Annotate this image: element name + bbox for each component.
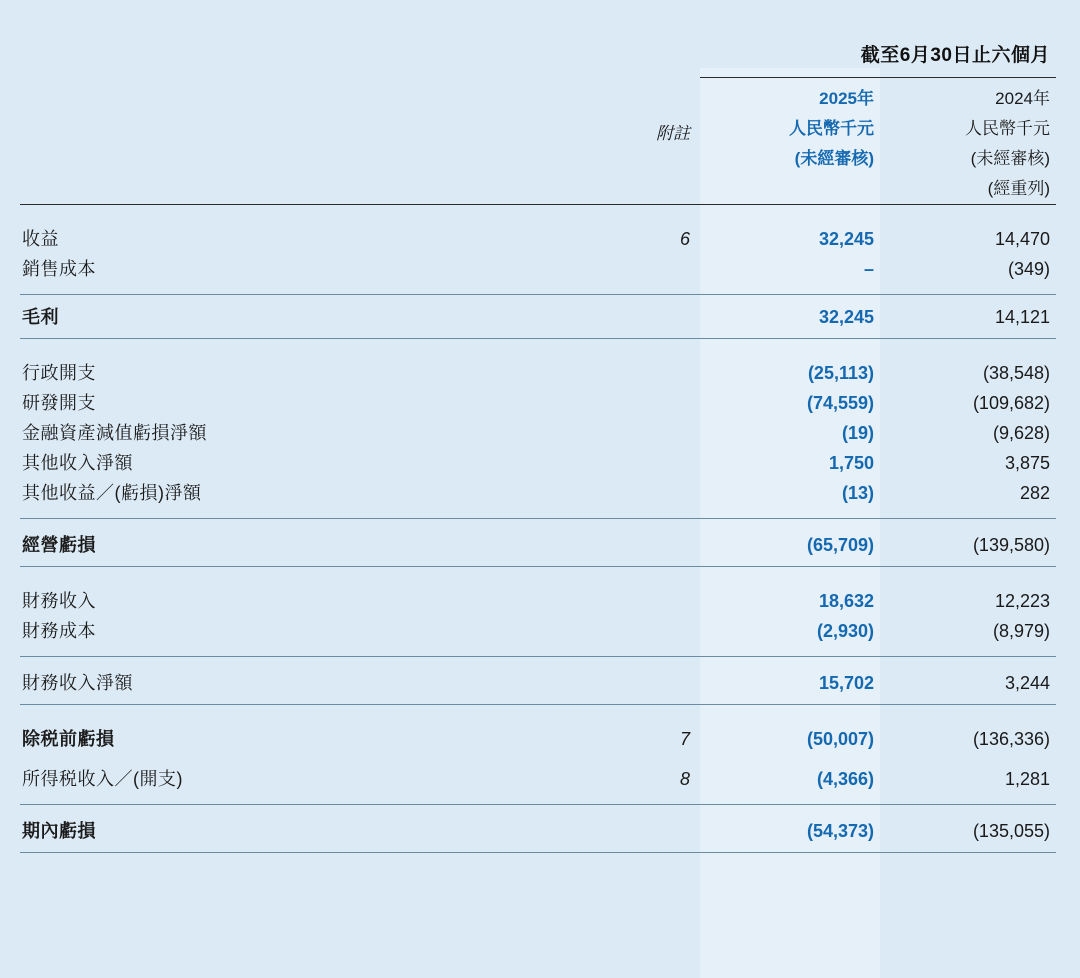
section-gap-1 — [20, 206, 1056, 224]
row-prior-value: 3,244 — [1004, 673, 1050, 693]
table-row — [20, 668, 1056, 698]
row-label: 銷售成本 — [22, 259, 96, 279]
row-note — [580, 530, 700, 560]
header-top-spacer — [20, 0, 1056, 40]
row-current-value: (4,366) — [816, 769, 874, 789]
section-gap-4 — [20, 706, 1056, 724]
prior-column-currency: 人民幣千元 — [965, 119, 1050, 138]
row-note: 6 — [679, 229, 690, 249]
row-label: 除税前虧損 — [22, 729, 115, 749]
row-label: 財務成本 — [22, 621, 96, 641]
column-year-row — [20, 84, 1056, 114]
row-gap — [20, 794, 1056, 805]
table-row — [20, 586, 1056, 616]
row-current-value: 32,245 — [818, 307, 874, 327]
prior-column-year: 2024年 — [995, 89, 1050, 108]
row-label: 金融資產減值虧損淨額 — [22, 423, 207, 443]
row-current-value: (54,373) — [806, 821, 874, 841]
row-prior-value: (9,628) — [992, 423, 1050, 443]
row-label: 行政開支 — [22, 363, 96, 383]
row-note — [580, 418, 700, 448]
table-row — [20, 358, 1056, 388]
row-gap — [20, 754, 1056, 764]
row-prior-value: 282 — [1019, 483, 1050, 503]
row-label: 其他收入淨額 — [22, 453, 133, 473]
row-note — [580, 254, 700, 284]
row-current-value: (50,007) — [806, 729, 874, 749]
row-note: 7 — [679, 729, 690, 749]
row-prior-value: (8,979) — [992, 621, 1050, 641]
row-current-value: 18,632 — [818, 591, 874, 611]
current-column-currency: 人民幣千元 — [789, 119, 874, 138]
row-label: 經營虧損 — [22, 535, 96, 555]
income-statement-table — [20, 0, 1056, 854]
row-current-value: (2,930) — [816, 621, 874, 641]
row-gap — [20, 646, 1056, 657]
table-row — [20, 388, 1056, 418]
row-current-value: (74,559) — [806, 393, 874, 413]
row-label: 其他收益／(虧損)淨額 — [22, 483, 202, 503]
row-prior-value: (109,682) — [972, 393, 1050, 413]
row-note — [580, 586, 700, 616]
row-label: 研發開支 — [22, 393, 96, 413]
period-header: 截至6月30日止六個月 — [700, 40, 1056, 78]
row-prior-value: (139,580) — [972, 535, 1050, 555]
row-note — [580, 816, 700, 846]
row-prior-value: 12,223 — [994, 591, 1050, 611]
row-label: 毛利 — [22, 307, 59, 327]
row-note: 8 — [679, 769, 690, 789]
period-loss-bottom-rule — [20, 853, 1056, 855]
row-prior-value: 14,121 — [994, 307, 1050, 327]
row-prior-value: 3,875 — [1004, 453, 1050, 473]
note-column-header: 附註 — [656, 124, 690, 143]
row-gap — [20, 520, 1056, 530]
row-gap — [20, 658, 1056, 668]
table-row — [20, 530, 1056, 560]
section-gap-3 — [20, 568, 1056, 586]
row-note — [580, 302, 700, 332]
row-prior-value: (135,055) — [972, 821, 1050, 841]
row-prior-value: 1,281 — [1004, 769, 1050, 789]
prior-column-restated-note: (經重列) — [987, 179, 1050, 198]
row-label: 財務收入 — [22, 591, 96, 611]
row-current-value: (19) — [841, 423, 874, 443]
column-restated-row — [20, 174, 1056, 205]
row-label: 收益 — [22, 229, 59, 249]
table-row — [20, 764, 1056, 794]
row-note — [580, 448, 700, 478]
row-prior-value: (38,548) — [982, 363, 1050, 383]
table-row — [20, 616, 1056, 646]
current-column-year: 2025年 — [819, 89, 874, 108]
row-current-value: – — [863, 259, 874, 279]
current-column-audit-status: (未經審核) — [794, 149, 874, 168]
row-gap — [20, 806, 1056, 816]
row-gap — [20, 508, 1056, 519]
row-current-value: 15,702 — [818, 673, 874, 693]
row-current-value: 32,245 — [818, 229, 874, 249]
row-prior-value: (136,336) — [972, 729, 1050, 749]
section-gap-2 — [20, 340, 1056, 358]
row-label: 所得税收入／(開支) — [22, 769, 183, 789]
row-note — [580, 616, 700, 646]
current-column-restated-note — [700, 174, 880, 205]
row-gap — [20, 284, 1056, 295]
row-note — [580, 478, 700, 508]
row-note — [580, 668, 700, 698]
table-row — [20, 302, 1056, 332]
row-current-value: 1,750 — [828, 453, 874, 473]
table-row — [20, 224, 1056, 254]
row-label: 財務收入淨額 — [22, 673, 133, 693]
prior-column-audit-status: (未經審核) — [970, 149, 1050, 168]
row-current-value: (13) — [841, 483, 874, 503]
table-row — [20, 478, 1056, 508]
column-audit-row — [20, 144, 1056, 174]
row-current-value: (25,113) — [807, 363, 874, 383]
column-currency-row — [20, 114, 1056, 144]
row-note — [580, 388, 700, 418]
row-prior-value: (349) — [1007, 259, 1050, 279]
row-label: 期內虧損 — [22, 821, 96, 841]
table-row — [20, 418, 1056, 448]
table-row — [20, 724, 1056, 754]
period-header-row — [20, 40, 1056, 78]
row-current-value: (65,709) — [806, 535, 874, 555]
table-row — [20, 816, 1056, 846]
table-row — [20, 254, 1056, 284]
row-prior-value: 14,470 — [994, 229, 1050, 249]
table-row — [20, 448, 1056, 478]
row-note — [580, 358, 700, 388]
